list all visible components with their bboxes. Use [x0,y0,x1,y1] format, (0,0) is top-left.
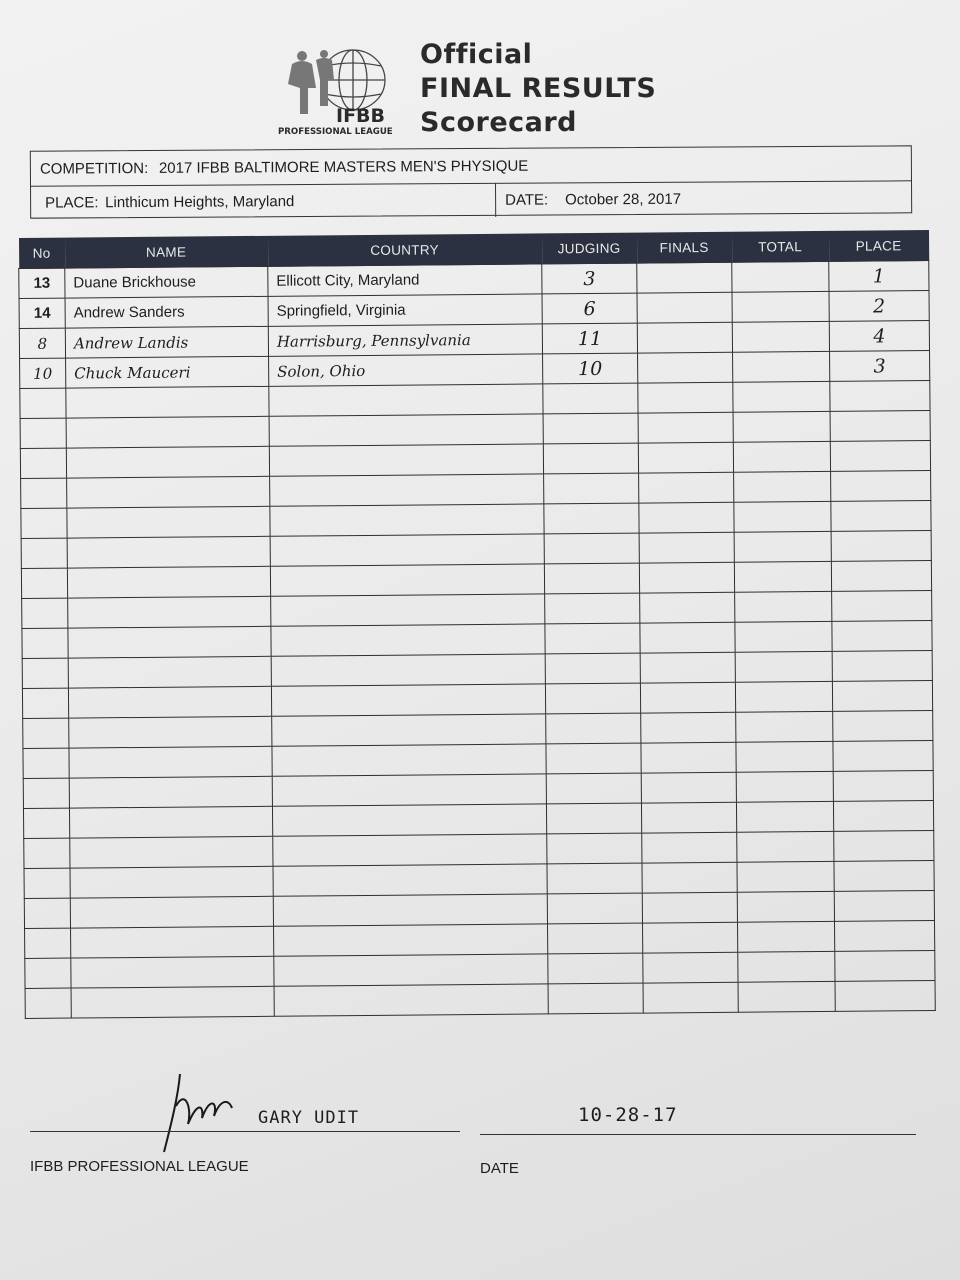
empty-cell [21,478,67,508]
empty-cell [66,416,269,448]
cell-place: 1 [829,261,929,292]
empty-cell [643,952,738,983]
empty-cell [640,652,735,683]
cell-finals [637,262,732,293]
empty-cell [22,658,68,688]
empty-cell [70,896,273,928]
cell-place: 2 [829,291,929,322]
title-line-final-results: FINAL RESULTS [420,73,657,104]
ifbb-logo [278,44,408,136]
empty-cell [274,924,548,956]
empty-cell [832,681,932,712]
empty-cell [20,418,66,448]
empty-cell [25,958,71,988]
empty-cell [272,714,546,746]
col-header-finals: FINALS [636,232,731,263]
date-separator [495,183,496,217]
empty-cell [20,448,66,478]
empty-cell [830,441,930,472]
empty-cell [830,381,930,412]
title-line-scorecard: Scorecard [420,107,577,138]
empty-cell [70,866,273,898]
empty-cell [834,831,934,862]
empty-cell [832,651,932,682]
empty-cell [21,538,67,568]
empty-cell [69,806,272,838]
empty-cell [21,508,67,538]
empty-cell [546,773,641,804]
empty-cell [640,682,735,713]
empty-cell [833,801,933,832]
empty-cell [68,626,271,658]
empty-cell [736,711,833,742]
empty-cell [69,716,272,748]
cell-place: 3 [830,351,930,382]
empty-cell [738,951,835,982]
empty-cell [274,954,548,986]
empty-cell [270,474,544,506]
empty-cell [831,501,931,532]
empty-cell [67,476,270,508]
empty-cell [548,953,643,984]
empty-cell [834,921,934,952]
signature-line [30,1131,460,1132]
empty-cell [639,472,734,503]
logo-subtext: PROFESSIONAL LEAGUE [278,127,393,136]
empty-cell [639,562,734,593]
empty-cell [23,808,69,838]
empty-cell [71,986,274,1018]
empty-cell [22,628,68,658]
empty-cell [738,981,835,1012]
empty-cell [274,984,548,1016]
empty-cell [642,862,737,893]
empty-cell [545,623,640,654]
empty-cell [638,382,733,413]
empty-cell [68,656,271,688]
empty-cell [638,412,733,443]
empty-cell [639,502,734,533]
empty-cell [833,711,933,742]
empty-cell [68,596,271,628]
cell-name: Chuck Mauceri [66,356,269,388]
empty-cell [546,743,641,774]
place-value: Linthicum Heights, Maryland [105,193,295,212]
empty-cell [544,473,639,504]
empty-cell [641,802,736,833]
cell-name: Andrew Sanders [65,296,268,328]
empty-cell [270,504,544,536]
empty-cell [543,413,638,444]
place-label: PLACE: [45,194,99,212]
col-header-name: NAME [64,236,267,268]
empty-cell [737,861,834,892]
date-label: DATE: [505,191,549,209]
empty-cell [545,653,640,684]
competition-info-box [30,145,912,218]
scorecard-title [420,38,656,140]
signature-date: 10-28-17 [578,1104,678,1126]
empty-cell [544,563,639,594]
cell-country: Ellicott City, Maryland [268,264,542,296]
empty-cell [271,684,545,716]
cell-judging: 10 [543,353,638,384]
empty-cell [640,592,735,623]
empty-cell [736,801,833,832]
cell-judging: 11 [542,323,637,354]
cell-total [733,351,830,382]
empty-cell [546,803,641,834]
empty-cell [271,594,545,626]
empty-cell [735,591,832,622]
empty-cell [273,894,547,926]
col-header-total: TOTAL [731,231,828,262]
empty-cell [270,534,544,566]
empty-cell [71,926,274,958]
empty-cell [638,442,733,473]
empty-cell [734,561,831,592]
empty-cell [25,988,71,1018]
empty-cell [642,892,737,923]
cell-no: 13 [19,268,65,298]
empty-cell [270,564,544,596]
cell-judging: 6 [542,293,637,324]
empty-cell [69,746,272,778]
empty-cell [641,772,736,803]
empty-cell [547,863,642,894]
empty-cell [71,956,274,988]
empty-cell [831,531,931,562]
empty-cell [272,744,546,776]
empty-cell [24,838,70,868]
empty-cell [734,531,831,562]
empty-cell [20,388,66,418]
empty-cell [544,503,639,534]
empty-cell [832,621,932,652]
empty-cell [547,833,642,864]
cell-country: Harrisburg, Pennsylvania [268,324,542,356]
empty-cell [68,686,271,718]
empty-cell [543,443,638,474]
empty-cell [23,778,69,808]
results-table-wrap [18,230,935,1038]
empty-cell [733,411,830,442]
competition-value: 2017 IFBB BALTIMORE MASTERS MEN'S PHYSIQUE [158,157,529,177]
empty-cell [21,568,67,598]
results-body [19,261,936,1019]
empty-cell [25,928,71,958]
empty-cell [67,566,270,598]
empty-cell [23,748,69,778]
cell-finals [637,322,732,353]
empty-cell [735,681,832,712]
cell-country: Solon, Ohio [269,354,543,386]
date-line [480,1134,916,1135]
empty-cell [733,441,830,472]
empty-cell [735,621,832,652]
cell-total [732,291,829,322]
league-label: IFBB PROFESSIONAL LEAGUE [30,1158,249,1175]
empty-cell [834,861,934,892]
empty-cell [834,891,934,922]
empty-cell [548,983,643,1014]
empty-cell [69,776,272,808]
cell-name: Duane Brickhouse [65,266,268,298]
empty-cell [643,982,738,1013]
footer-date-label: DATE [480,1160,519,1177]
empty-cell [737,921,834,952]
empty-cell [737,891,834,922]
empty-cell [643,922,738,953]
empty-cell [22,688,68,718]
cell-total [732,261,829,292]
cell-finals [638,352,733,383]
empty-cell [831,471,931,502]
empty-cell [66,386,269,418]
cell-no: 10 [20,358,66,388]
empty-cell [67,506,270,538]
empty-cell [544,533,639,564]
empty-cell [272,774,546,806]
signature-scribble [158,1066,238,1156]
empty-cell [639,532,734,563]
empty-cell [271,624,545,656]
cell-place: 4 [829,321,929,352]
col-header-country: COUNTRY [267,233,541,266]
empty-cell [734,501,831,532]
col-header-place: PLACE [828,230,928,261]
empty-cell [835,981,935,1012]
empty-cell [642,832,737,863]
title-line-official: Official [420,39,533,70]
empty-cell [737,831,834,862]
date-value: October 28, 2017 [565,190,682,209]
cell-no: 14 [19,298,65,328]
empty-cell [641,742,736,773]
cell-finals [637,292,732,323]
logo-text: IFBB [336,105,386,127]
empty-cell [273,864,547,896]
col-header-judging: JUDGING [541,233,636,264]
empty-cell [269,384,543,416]
empty-cell [269,444,543,476]
empty-cell [67,536,270,568]
empty-cell [546,713,641,744]
empty-cell [833,771,933,802]
empty-cell [548,923,643,954]
cell-judging: 3 [542,263,637,294]
empty-cell [832,591,932,622]
empty-cell [70,836,273,868]
empty-cell [735,651,832,682]
empty-cell [736,741,833,772]
empty-cell [272,804,546,836]
empty-cell [271,654,545,686]
empty-cell [835,951,935,982]
empty-cell [543,383,638,414]
empty-cell [22,598,68,628]
empty-cell [545,683,640,714]
empty-cell [641,712,736,743]
cell-name: Andrew Landis [65,326,268,358]
col-header-no: No [18,238,64,269]
empty-cell [545,593,640,624]
empty-cell [833,741,933,772]
place-date-row [31,180,911,219]
empty-cell [733,381,830,412]
empty-cell [736,771,833,802]
empty-cell [24,898,70,928]
signature-name: GARY UDIT [258,1108,360,1128]
cell-country: Springfield, Virginia [268,294,542,326]
cell-total [732,321,829,352]
empty-cell [273,834,547,866]
cell-no: 8 [19,328,65,358]
empty-cell [66,446,269,478]
empty-cell [23,718,69,748]
empty-cell [547,893,642,924]
empty-cell [269,414,543,446]
empty-cell [734,471,831,502]
empty-cell [24,868,70,898]
competition-label: COMPETITION: [39,159,149,178]
empty-cell [640,622,735,653]
results-table [18,230,936,1019]
empty-cell [831,561,931,592]
empty-cell [830,411,930,442]
